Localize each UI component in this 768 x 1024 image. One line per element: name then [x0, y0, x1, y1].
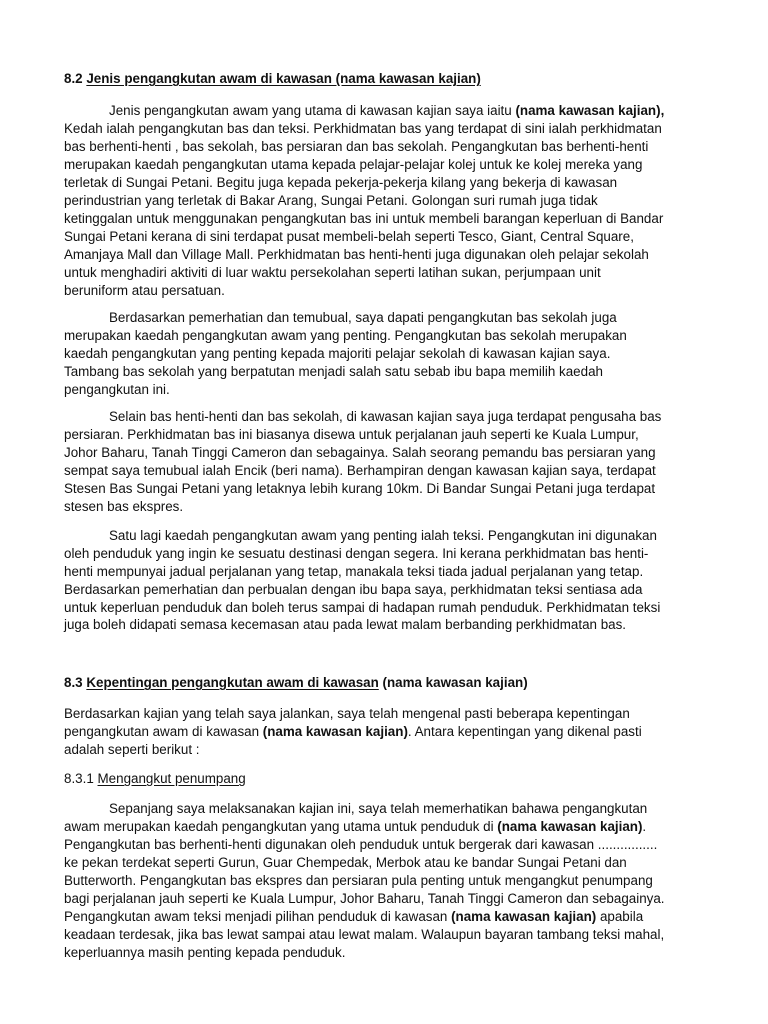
paragraph-line: Kedah ialah pengangkutan bas dan teksi. Perkhidmatan bas yang terdapat di sini ialah perkhidmatan: [64, 121, 662, 136]
subsection-number: 8.3.1: [64, 771, 94, 786]
paragraph-line: bas berhenti-henti , bas sekolah, bas persiaran dan bas sekolah. Pengangkutan bas berhenti-henti: [64, 139, 649, 154]
paragraph-line: persiaran. Perkhidmatan bas ini biasanya disewa untuk perjalanan jauh seperti ke Kuala Lumpur,: [64, 427, 639, 442]
paragraph-line: pengangkutan ini.: [64, 382, 170, 397]
subsection-8-3-1-heading: [64, 770, 246, 788]
section-title: Jenis pengangkutan awam di kawasan (nama kawasan kajian): [86, 71, 481, 86]
paragraph-line: juga boleh didapati semasa kecemasan atau pada lewat malam berbanding perkhidmatan bas.: [64, 617, 627, 632]
subsection-title: Mengangkut penumpang: [97, 771, 246, 786]
paragraph-line: Pengangkutan bas berhenti-henti digunakan oleh penduduk untuk bergerak dari kawasan ................: [64, 837, 658, 852]
placeholder-text: (nama kawasan kajian): [497, 819, 643, 834]
paragraph-line: ke pekan terdekat seperti Gurun, Guar Chempedak, Merbok atau ke bandar Sungai Petani dan: [64, 855, 627, 870]
paragraph-line: Sepanjang saya melaksanakan kajian ini, saya telah memerhatikan bahawa pengangkutan: [109, 801, 648, 816]
paragraph-line: Berdasarkan pemerhatian dan temubual, saya dapati pengangkutan bas sekolah juga: [109, 310, 617, 325]
paragraph-line: Johor Baharu, Tanah Tinggi Cameron dan sebagainya. Salah seorang pemandu bas persiaran yang: [64, 445, 656, 460]
paragraph-line: henti mempunyai jadual perjalanan yang tetap, manakala teksi tiada jadual perjalanan yang tetap.: [64, 564, 644, 579]
paragraph-line: oleh penduduk yang ingin ke sesuatu destinasi dengan segera. Ini kerana perkhidmatan bas henti-: [64, 546, 649, 561]
paragraph-line: bagi perjalanan jauh seperti ke Kuala Lumpur, Johor Baharu, Tanah Tinggi Cameron dan sebagainya.: [64, 891, 665, 906]
section-8-2-heading: [64, 70, 481, 88]
section-number: 8.2: [64, 71, 83, 86]
paragraph-line: untuk keperluan penduduk dan boleh terus sampai di hadapan rumah penduduk. Perkhidmatan teksi: [64, 600, 661, 615]
paragraph-line: kaedah pengangkutan yang penting kepada majoriti pelajar sekolah di kawasan kajian saya.: [64, 346, 611, 361]
placeholder-text: (nama kawasan kajian),: [515, 103, 665, 118]
paragraph-line: keperluannya masih penting kepada penduduk.: [64, 945, 346, 960]
paragraph-line: keadaan terdesak, jika bas lewat sampai atau lewat malam. Walaupun bayaran tambang teksi mahal,: [64, 927, 665, 942]
section-8-3-heading: [64, 674, 528, 692]
paragraph-line: terletak di Sungai Petani. Begitu juga kepada pekerja-pekerja kilang yang bekerja di kawasan: [64, 175, 618, 190]
paragraph-line: ketinggalan untuk menggunakan pengangkutan bas ini untuk membeli barangan keperluan di Bandar: [64, 211, 664, 226]
paragraph-line: [64, 908, 643, 926]
placeholder-text: (nama kawasan kajian): [262, 724, 408, 739]
paragraph-line: Selain bas henti-henti dan bas sekolah, di kawasan kajian saya juga terdapat pengusaha bas: [109, 409, 662, 424]
paragraph-line: untuk menghadiri aktiviti di luar waktu persekolahan seperti latihan sukan, perjumpaan unit: [64, 265, 601, 280]
paragraph-line: Sungai Petani kerana di sini terdapat pusat membeli-belah seperti Tesco, Giant, Central Square,: [64, 229, 634, 244]
paragraph-line: Berdasarkan kajian yang telah saya jalankan, saya telah mengenal pasti beberapa kepentingan: [64, 706, 630, 721]
paragraph-line: perindustrian yang terletak di Bakar Arang, Sungai Petani. Golongan suri rumah juga tidak: [64, 193, 598, 208]
paragraph-line: Satu lagi kaedah pengangkutan awam yang penting ialah teksi. Pengangkutan ini digunakan: [109, 528, 657, 543]
paragraph-line: [109, 102, 664, 120]
text-run: awam merupakan kaedah pengangkutan yang utama untuk penduduk di: [64, 819, 498, 834]
paragraph-line: [64, 818, 646, 836]
text-run: apabila: [596, 909, 644, 924]
section-title-suffix: (nama kawasan kajian): [378, 675, 528, 690]
paragraph-line: merupakan kaedah pengangkutan utama kepada pelajar-pelajar kolej untuk ke kolej mereka yang: [64, 157, 643, 172]
text-run: Jenis pengangkutan awam yang utama di kawasan kajian saya iaitu: [109, 103, 516, 118]
paragraph-line: beruniform atau persatuan.: [64, 283, 225, 298]
paragraph-line: Berdasarkan pemerhatian dan perbualan dengan ibu bapa saya, perkhidmatan teksi sentiasa ada: [64, 582, 643, 597]
text-run: . Antara kepentingan yang dikenal pasti: [407, 724, 642, 739]
text-run: .: [642, 819, 647, 834]
paragraph-line: merupakan kaedah pengangkutan awam yang penting. Pengangkutan bas sekolah merupakan: [64, 328, 627, 343]
paragraph-line: sempat saya temubual ialah Encik (beri nama). Berhampiran dengan kawasan kajian saya, terdapat: [64, 463, 656, 478]
placeholder-text: (nama kawasan kajian): [451, 909, 597, 924]
section-number: 8.3: [64, 675, 83, 690]
paragraph-line: Amanjaya Mall dan Village Mall. Perkhidmatan bas henti-henti juga digunakan oleh pelajar sekolah: [64, 247, 649, 262]
paragraph-line: Butterworth. Pengangkutan bas ekspres dan persiaran pula penting untuk mengangkut penumpang: [64, 873, 653, 888]
section-title: Kepentingan pengangkutan awam di kawasan: [86, 675, 379, 690]
text-run: Pengangkutan awam teksi menjadi pilihan penduduk di kawasan: [64, 909, 452, 924]
text-run: pengangkutan awam di kawasan: [64, 724, 263, 739]
paragraph-line: [64, 723, 642, 741]
paragraph-line: Tambang bas sekolah yang berpatutan menjadi salah satu sebab ibu bapa memilih kaedah: [64, 364, 603, 379]
paragraph-line: Stesen Bas Sungai Petani yang letaknya lebih kurang 10km. Di Bandar Sungai Petani juga terdapat: [64, 481, 656, 496]
paragraph-line: adalah seperti berikut :: [64, 742, 200, 757]
paragraph-line: stesen bas ekspres.: [64, 499, 184, 514]
